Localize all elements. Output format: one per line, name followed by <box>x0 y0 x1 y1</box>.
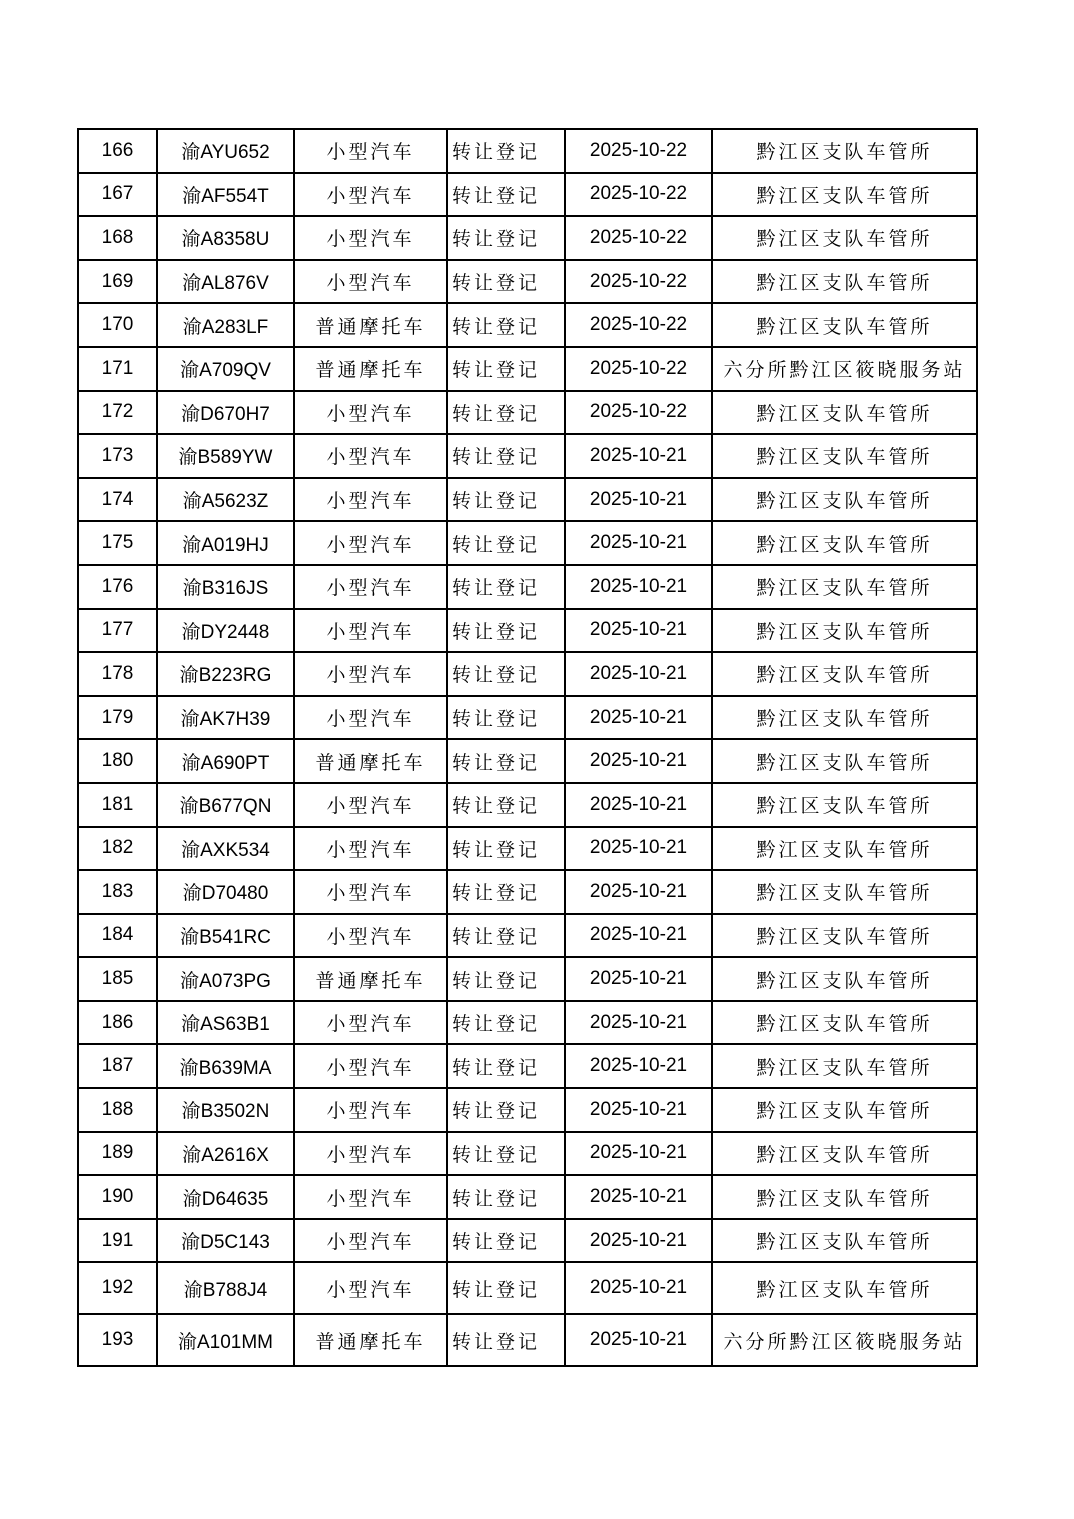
table-row <box>78 521 977 565</box>
row-number-cell: 188 <box>78 1088 157 1132</box>
plate-number-cell: 渝A690PT <box>157 739 294 783</box>
table-row <box>78 1175 977 1219</box>
plate-number-cell: 渝A283LF <box>157 303 294 347</box>
business-type-cell: 转让登记 <box>447 870 565 914</box>
date-cell: 2025-10-21 <box>565 652 712 696</box>
office-name-cell: 黔江区支队车管所 <box>712 652 977 696</box>
office-name-cell: 六分所黔江区筱晓服务站 <box>712 1314 977 1366</box>
date-cell: 2025-10-21 <box>565 478 712 522</box>
office-name-cell: 黔江区支队车管所 <box>712 609 977 653</box>
business-type-cell: 转让登记 <box>447 1314 565 1366</box>
row-number-cell: 191 <box>78 1219 157 1263</box>
plate-number-cell: 渝A5623Z <box>157 478 294 522</box>
business-type-cell: 转让登记 <box>447 216 565 260</box>
business-type-cell: 转让登记 <box>447 783 565 827</box>
table-row <box>78 434 977 478</box>
date-cell: 2025-10-22 <box>565 216 712 260</box>
business-type-cell: 转让登记 <box>447 1001 565 1045</box>
business-type-cell: 转让登记 <box>447 1262 565 1314</box>
plate-number-cell: 渝D70480 <box>157 870 294 914</box>
office-name-cell: 黔江区支队车管所 <box>712 870 977 914</box>
plate-number-cell: 渝D64635 <box>157 1175 294 1219</box>
date-cell: 2025-10-22 <box>565 347 712 391</box>
plate-number-cell: 渝AK7H39 <box>157 696 294 740</box>
plate-number-cell: 渝AF554T <box>157 173 294 217</box>
vehicle-type-cell: 小型汽车 <box>294 827 447 871</box>
date-cell: 2025-10-21 <box>565 827 712 871</box>
office-name-cell: 黔江区支队车管所 <box>712 914 977 958</box>
vehicle-type-cell: 普通摩托车 <box>294 1314 447 1366</box>
vehicle-type-cell: 小型汽车 <box>294 478 447 522</box>
date-cell: 2025-10-21 <box>565 870 712 914</box>
business-type-cell: 转让登记 <box>447 652 565 696</box>
office-name-cell: 黔江区支队车管所 <box>712 739 977 783</box>
row-number-cell: 184 <box>78 914 157 958</box>
plate-number-cell: 渝A709QV <box>157 347 294 391</box>
business-type-cell: 转让登记 <box>447 696 565 740</box>
table-row <box>78 129 977 173</box>
row-number-cell: 186 <box>78 1001 157 1045</box>
table-row <box>78 739 977 783</box>
plate-number-cell: 渝AS63B1 <box>157 1001 294 1045</box>
business-type-cell: 转让登记 <box>447 565 565 609</box>
vehicle-type-cell: 小型汽车 <box>294 870 447 914</box>
plate-number-cell: 渝A8358U <box>157 216 294 260</box>
table-row <box>78 957 977 1001</box>
plate-number-cell: 渝B223RG <box>157 652 294 696</box>
office-name-cell: 黔江区支队车管所 <box>712 303 977 347</box>
row-number-cell: 193 <box>78 1314 157 1366</box>
date-cell: 2025-10-21 <box>565 565 712 609</box>
business-type-cell: 转让登记 <box>447 1175 565 1219</box>
table-row <box>78 652 977 696</box>
row-number-cell: 179 <box>78 696 157 740</box>
office-name-cell: 黔江区支队车管所 <box>712 1044 977 1088</box>
table-row <box>78 914 977 958</box>
business-type-cell: 转让登记 <box>447 478 565 522</box>
plate-number-cell: 渝D5C143 <box>157 1219 294 1263</box>
vehicle-type-cell: 小型汽车 <box>294 1262 447 1314</box>
row-number-cell: 181 <box>78 783 157 827</box>
business-type-cell: 转让登记 <box>447 914 565 958</box>
date-cell: 2025-10-21 <box>565 1219 712 1263</box>
date-cell: 2025-10-21 <box>565 783 712 827</box>
row-number-cell: 182 <box>78 827 157 871</box>
vehicle-type-cell: 普通摩托车 <box>294 739 447 783</box>
row-number-cell: 172 <box>78 391 157 435</box>
date-cell: 2025-10-22 <box>565 303 712 347</box>
office-name-cell: 黔江区支队车管所 <box>712 129 977 173</box>
vehicle-type-cell: 小型汽车 <box>294 260 447 304</box>
vehicle-type-cell: 小型汽车 <box>294 609 447 653</box>
office-name-cell: 黔江区支队车管所 <box>712 1175 977 1219</box>
vehicle-type-cell: 普通摩托车 <box>294 303 447 347</box>
table-row <box>78 173 977 217</box>
plate-number-cell: 渝AYU652 <box>157 129 294 173</box>
date-cell: 2025-10-22 <box>565 129 712 173</box>
date-cell: 2025-10-21 <box>565 1001 712 1045</box>
date-cell: 2025-10-22 <box>565 260 712 304</box>
office-name-cell: 黔江区支队车管所 <box>712 434 977 478</box>
business-type-cell: 转让登记 <box>447 260 565 304</box>
date-cell: 2025-10-22 <box>565 173 712 217</box>
table-row <box>78 391 977 435</box>
row-number-cell: 178 <box>78 652 157 696</box>
vehicle-type-cell: 小型汽车 <box>294 783 447 827</box>
plate-number-cell: 渝AXK534 <box>157 827 294 871</box>
table-row <box>78 216 977 260</box>
office-name-cell: 黔江区支队车管所 <box>712 827 977 871</box>
date-cell: 2025-10-21 <box>565 696 712 740</box>
vehicle-type-cell: 小型汽车 <box>294 434 447 478</box>
business-type-cell: 转让登记 <box>447 434 565 478</box>
plate-number-cell: 渝A019HJ <box>157 521 294 565</box>
table-row <box>78 609 977 653</box>
vehicle-type-cell: 小型汽车 <box>294 1132 447 1176</box>
table-row <box>78 565 977 609</box>
row-number-cell: 171 <box>78 347 157 391</box>
office-name-cell: 黔江区支队车管所 <box>712 783 977 827</box>
date-cell: 2025-10-21 <box>565 1175 712 1219</box>
vehicle-type-cell: 小型汽车 <box>294 391 447 435</box>
business-type-cell: 转让登记 <box>447 827 565 871</box>
office-name-cell: 黔江区支队车管所 <box>712 260 977 304</box>
business-type-cell: 转让登记 <box>447 739 565 783</box>
vehicle-type-cell: 小型汽车 <box>294 565 447 609</box>
office-name-cell: 黔江区支队车管所 <box>712 696 977 740</box>
date-cell: 2025-10-21 <box>565 914 712 958</box>
plate-number-cell: 渝B3502N <box>157 1088 294 1132</box>
row-number-cell: 192 <box>78 1262 157 1314</box>
table-row <box>78 478 977 522</box>
plate-number-cell: 渝AL876V <box>157 260 294 304</box>
row-number-cell: 166 <box>78 129 157 173</box>
business-type-cell: 转让登记 <box>447 129 565 173</box>
office-name-cell: 黔江区支队车管所 <box>712 521 977 565</box>
row-number-cell: 176 <box>78 565 157 609</box>
office-name-cell: 黔江区支队车管所 <box>712 1001 977 1045</box>
business-type-cell: 转让登记 <box>447 1132 565 1176</box>
vehicle-type-cell: 小型汽车 <box>294 1044 447 1088</box>
office-name-cell: 黔江区支队车管所 <box>712 391 977 435</box>
office-name-cell: 六分所黔江区筱晓服务站 <box>712 347 977 391</box>
row-number-cell: 187 <box>78 1044 157 1088</box>
table-row <box>78 1314 977 1366</box>
business-type-cell: 转让登记 <box>447 347 565 391</box>
table-body <box>78 129 977 1366</box>
plate-number-cell: 渝B639MA <box>157 1044 294 1088</box>
business-type-cell: 转让登记 <box>447 957 565 1001</box>
date-cell: 2025-10-21 <box>565 1132 712 1176</box>
plate-number-cell: 渝B788J4 <box>157 1262 294 1314</box>
date-cell: 2025-10-22 <box>565 391 712 435</box>
plate-number-cell: 渝A2616X <box>157 1132 294 1176</box>
date-cell: 2025-10-21 <box>565 521 712 565</box>
table-row <box>78 870 977 914</box>
row-number-cell: 175 <box>78 521 157 565</box>
row-number-cell: 183 <box>78 870 157 914</box>
vehicle-type-cell: 小型汽车 <box>294 129 447 173</box>
table-row <box>78 783 977 827</box>
office-name-cell: 黔江区支队车管所 <box>712 957 977 1001</box>
office-name-cell: 黔江区支队车管所 <box>712 1088 977 1132</box>
date-cell: 2025-10-21 <box>565 434 712 478</box>
row-number-cell: 185 <box>78 957 157 1001</box>
business-type-cell: 转让登记 <box>447 303 565 347</box>
vehicle-type-cell: 小型汽车 <box>294 652 447 696</box>
date-cell: 2025-10-21 <box>565 957 712 1001</box>
office-name-cell: 黔江区支队车管所 <box>712 1219 977 1263</box>
plate-number-cell: 渝D670H7 <box>157 391 294 435</box>
business-type-cell: 转让登记 <box>447 173 565 217</box>
business-type-cell: 转让登记 <box>447 1219 565 1263</box>
vehicle-type-cell: 普通摩托车 <box>294 957 447 1001</box>
table-row <box>78 1219 977 1263</box>
office-name-cell: 黔江区支队车管所 <box>712 478 977 522</box>
table-row <box>78 303 977 347</box>
business-type-cell: 转让登记 <box>447 609 565 653</box>
row-number-cell: 168 <box>78 216 157 260</box>
office-name-cell: 黔江区支队车管所 <box>712 565 977 609</box>
table-row <box>78 1044 977 1088</box>
table-row <box>78 347 977 391</box>
plate-number-cell: 渝DY2448 <box>157 609 294 653</box>
plate-number-cell: 渝A101MM <box>157 1314 294 1366</box>
row-number-cell: 190 <box>78 1175 157 1219</box>
row-number-cell: 174 <box>78 478 157 522</box>
date-cell: 2025-10-21 <box>565 609 712 653</box>
business-type-cell: 转让登记 <box>447 1088 565 1132</box>
date-cell: 2025-10-21 <box>565 739 712 783</box>
office-name-cell: 黔江区支队车管所 <box>712 1132 977 1176</box>
plate-number-cell: 渝B677QN <box>157 783 294 827</box>
date-cell: 2025-10-21 <box>565 1088 712 1132</box>
plate-number-cell: 渝B589YW <box>157 434 294 478</box>
vehicle-type-cell: 小型汽车 <box>294 173 447 217</box>
date-cell: 2025-10-21 <box>565 1314 712 1366</box>
table-row <box>78 1262 977 1314</box>
business-type-cell: 转让登记 <box>447 521 565 565</box>
table-row <box>78 1001 977 1045</box>
table-row <box>78 1132 977 1176</box>
business-type-cell: 转让登记 <box>447 391 565 435</box>
table-row <box>78 827 977 871</box>
vehicle-type-cell: 小型汽车 <box>294 216 447 260</box>
vehicle-registration-table <box>77 128 978 1367</box>
row-number-cell: 167 <box>78 173 157 217</box>
table-row <box>78 1088 977 1132</box>
vehicle-type-cell: 小型汽车 <box>294 1001 447 1045</box>
row-number-cell: 189 <box>78 1132 157 1176</box>
vehicle-type-cell: 小型汽车 <box>294 521 447 565</box>
vehicle-type-cell: 小型汽车 <box>294 1219 447 1263</box>
vehicle-type-cell: 小型汽车 <box>294 914 447 958</box>
row-number-cell: 170 <box>78 303 157 347</box>
date-cell: 2025-10-21 <box>565 1044 712 1088</box>
plate-number-cell: 渝B316JS <box>157 565 294 609</box>
vehicle-type-cell: 小型汽车 <box>294 1175 447 1219</box>
vehicle-type-cell: 小型汽车 <box>294 696 447 740</box>
row-number-cell: 173 <box>78 434 157 478</box>
row-number-cell: 177 <box>78 609 157 653</box>
table-row <box>78 696 977 740</box>
business-type-cell: 转让登记 <box>447 1044 565 1088</box>
vehicle-type-cell: 普通摩托车 <box>294 347 447 391</box>
date-cell: 2025-10-21 <box>565 1262 712 1314</box>
row-number-cell: 169 <box>78 260 157 304</box>
vehicle-type-cell: 小型汽车 <box>294 1088 447 1132</box>
row-number-cell: 180 <box>78 739 157 783</box>
office-name-cell: 黔江区支队车管所 <box>712 1262 977 1314</box>
office-name-cell: 黔江区支队车管所 <box>712 216 977 260</box>
plate-number-cell: 渝A073PG <box>157 957 294 1001</box>
office-name-cell: 黔江区支队车管所 <box>712 173 977 217</box>
table-row <box>78 260 977 304</box>
plate-number-cell: 渝B541RC <box>157 914 294 958</box>
